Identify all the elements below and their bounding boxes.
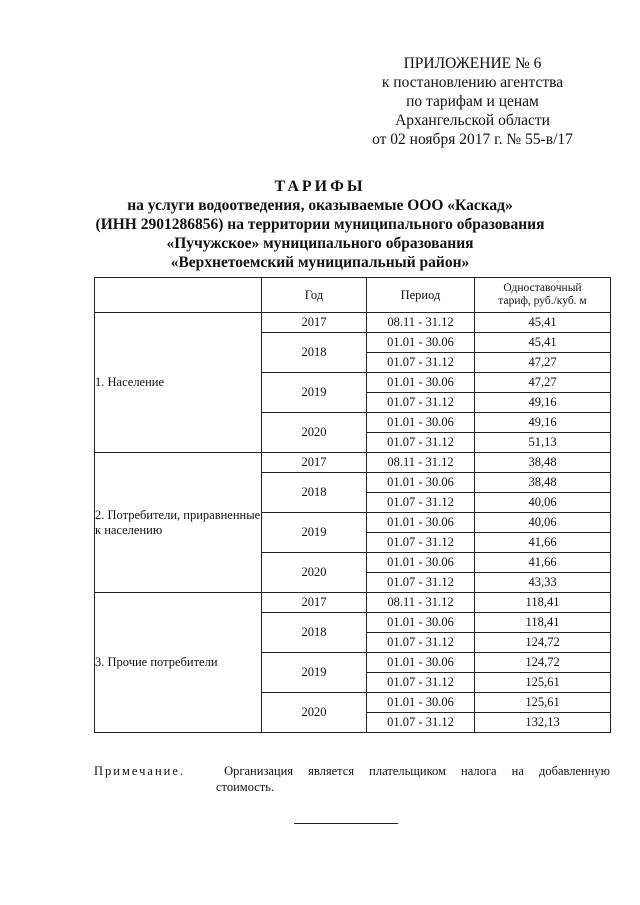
tariff-cell: 40,06 bbox=[475, 493, 611, 513]
category-cell: 1. Население bbox=[95, 313, 262, 453]
period-cell: 08.11 - 31.12 bbox=[367, 453, 475, 473]
year-cell: 2018 bbox=[262, 473, 367, 513]
year-cell: 2018 bbox=[262, 613, 367, 653]
tariff-cell: 124,72 bbox=[475, 653, 611, 673]
appendix-number: ПРИЛОЖЕНИЕ № 6 bbox=[403, 55, 542, 72]
title-line-3: «Пучужское» муниципального образования bbox=[166, 235, 474, 252]
period-cell: 01.07 - 31.12 bbox=[367, 633, 475, 653]
tariff-cell: 125,61 bbox=[475, 693, 611, 713]
tariff-cell: 132,13 bbox=[475, 713, 611, 733]
tariff-cell: 45,41 bbox=[475, 333, 611, 353]
header-tariff bbox=[475, 278, 611, 313]
period-cell: 08.11 - 31.12 bbox=[367, 593, 475, 613]
period-cell: 08.11 - 31.12 bbox=[367, 313, 475, 333]
table-row bbox=[95, 313, 611, 333]
category-cell: 3. Прочие потребители bbox=[95, 593, 262, 733]
tariff-cell: 47,27 bbox=[475, 373, 611, 393]
title-line-2: (ИНН 2901286856) на территории муниципального образования bbox=[95, 216, 545, 233]
category-cell: 2. Потребители, приравненные к населению bbox=[95, 453, 262, 593]
period-cell: 01.07 - 31.12 bbox=[367, 393, 475, 413]
tariffs-table bbox=[94, 277, 611, 733]
title-line-1: на услуги водоотведения, оказываемые ООО «Каскад» bbox=[127, 197, 513, 214]
period-cell: 01.01 - 30.06 bbox=[367, 613, 475, 633]
period-cell: 01.07 - 31.12 bbox=[367, 673, 475, 693]
period-cell: 01.07 - 31.12 bbox=[367, 573, 475, 593]
period-cell: 01.07 - 31.12 bbox=[367, 493, 475, 513]
header-tariff-line-1: Одноставочный bbox=[503, 282, 582, 294]
tariff-cell: 124,72 bbox=[475, 633, 611, 653]
period-cell: 01.01 - 30.06 bbox=[367, 693, 475, 713]
table-header-row bbox=[95, 278, 611, 313]
period-cell: 01.07 - 31.12 bbox=[367, 713, 475, 733]
header-tariff-line-2: тариф, руб./куб. м bbox=[498, 295, 587, 307]
header-year: Год bbox=[262, 278, 367, 313]
tariff-cell: 40,06 bbox=[475, 513, 611, 533]
tariff-cell: 38,48 bbox=[475, 453, 611, 473]
note-line-1 bbox=[94, 763, 610, 779]
tariff-cell: 41,66 bbox=[475, 553, 611, 573]
agency-line: по тарифам и ценам bbox=[406, 93, 539, 110]
period-cell: 01.07 - 31.12 bbox=[367, 433, 475, 453]
closing-divider bbox=[294, 823, 398, 824]
region-line: Архангельской области bbox=[395, 112, 550, 129]
table-row bbox=[95, 453, 611, 473]
document-title bbox=[60, 177, 580, 272]
year-cell: 2019 bbox=[262, 513, 367, 553]
tariff-cell: 38,48 bbox=[475, 473, 611, 493]
tariff-cell: 49,16 bbox=[475, 413, 611, 433]
year-cell: 2019 bbox=[262, 653, 367, 693]
tariff-cell: 41,66 bbox=[475, 533, 611, 553]
tariff-cell: 49,16 bbox=[475, 393, 611, 413]
period-cell: 01.01 - 30.06 bbox=[367, 473, 475, 493]
note-text-2: стоимость. bbox=[216, 780, 275, 794]
tariff-cell: 118,41 bbox=[475, 613, 611, 633]
period-cell: 01.01 - 30.06 bbox=[367, 333, 475, 353]
tariffs-table-body bbox=[95, 313, 611, 733]
note-text-1: Организация является плательщиком налога на добавленную bbox=[224, 764, 611, 778]
year-cell: 2020 bbox=[262, 693, 367, 733]
period-cell: 01.01 - 30.06 bbox=[367, 553, 475, 573]
year-cell: 2018 bbox=[262, 333, 367, 373]
header-category bbox=[95, 278, 262, 313]
title-line-4: «Верхнетоемский муниципальный район» bbox=[170, 254, 470, 271]
period-cell: 01.01 - 30.06 bbox=[367, 653, 475, 673]
period-cell: 01.01 - 30.06 bbox=[367, 413, 475, 433]
period-cell: 01.07 - 31.12 bbox=[367, 533, 475, 553]
year-cell: 2019 bbox=[262, 373, 367, 413]
year-cell: 2017 bbox=[262, 313, 367, 333]
note bbox=[94, 763, 610, 795]
note-label: Примечание. bbox=[94, 764, 186, 778]
period-cell: 01.07 - 31.12 bbox=[367, 353, 475, 373]
year-cell: 2020 bbox=[262, 413, 367, 453]
tariff-cell: 45,41 bbox=[475, 313, 611, 333]
resolution-ref-line: к постановлению агентства bbox=[381, 74, 564, 91]
tariff-cell: 118,41 bbox=[475, 593, 611, 613]
period-cell: 01.01 - 30.06 bbox=[367, 513, 475, 533]
page-title: ТАРИФЫ bbox=[274, 178, 366, 195]
table-row bbox=[95, 593, 611, 613]
resolution-date-line: от 02 ноября 2017 г. № 55-в/17 bbox=[372, 131, 573, 148]
document-header bbox=[340, 54, 605, 149]
tariff-cell: 43,33 bbox=[475, 573, 611, 593]
period-cell: 01.01 - 30.06 bbox=[367, 373, 475, 393]
year-cell: 2017 bbox=[262, 593, 367, 613]
tariff-cell: 125,61 bbox=[475, 673, 611, 693]
tariff-cell: 51,13 bbox=[475, 433, 611, 453]
tariff-cell: 47,27 bbox=[475, 353, 611, 373]
year-cell: 2017 bbox=[262, 453, 367, 473]
year-cell: 2020 bbox=[262, 553, 367, 593]
header-period: Период bbox=[367, 278, 475, 313]
